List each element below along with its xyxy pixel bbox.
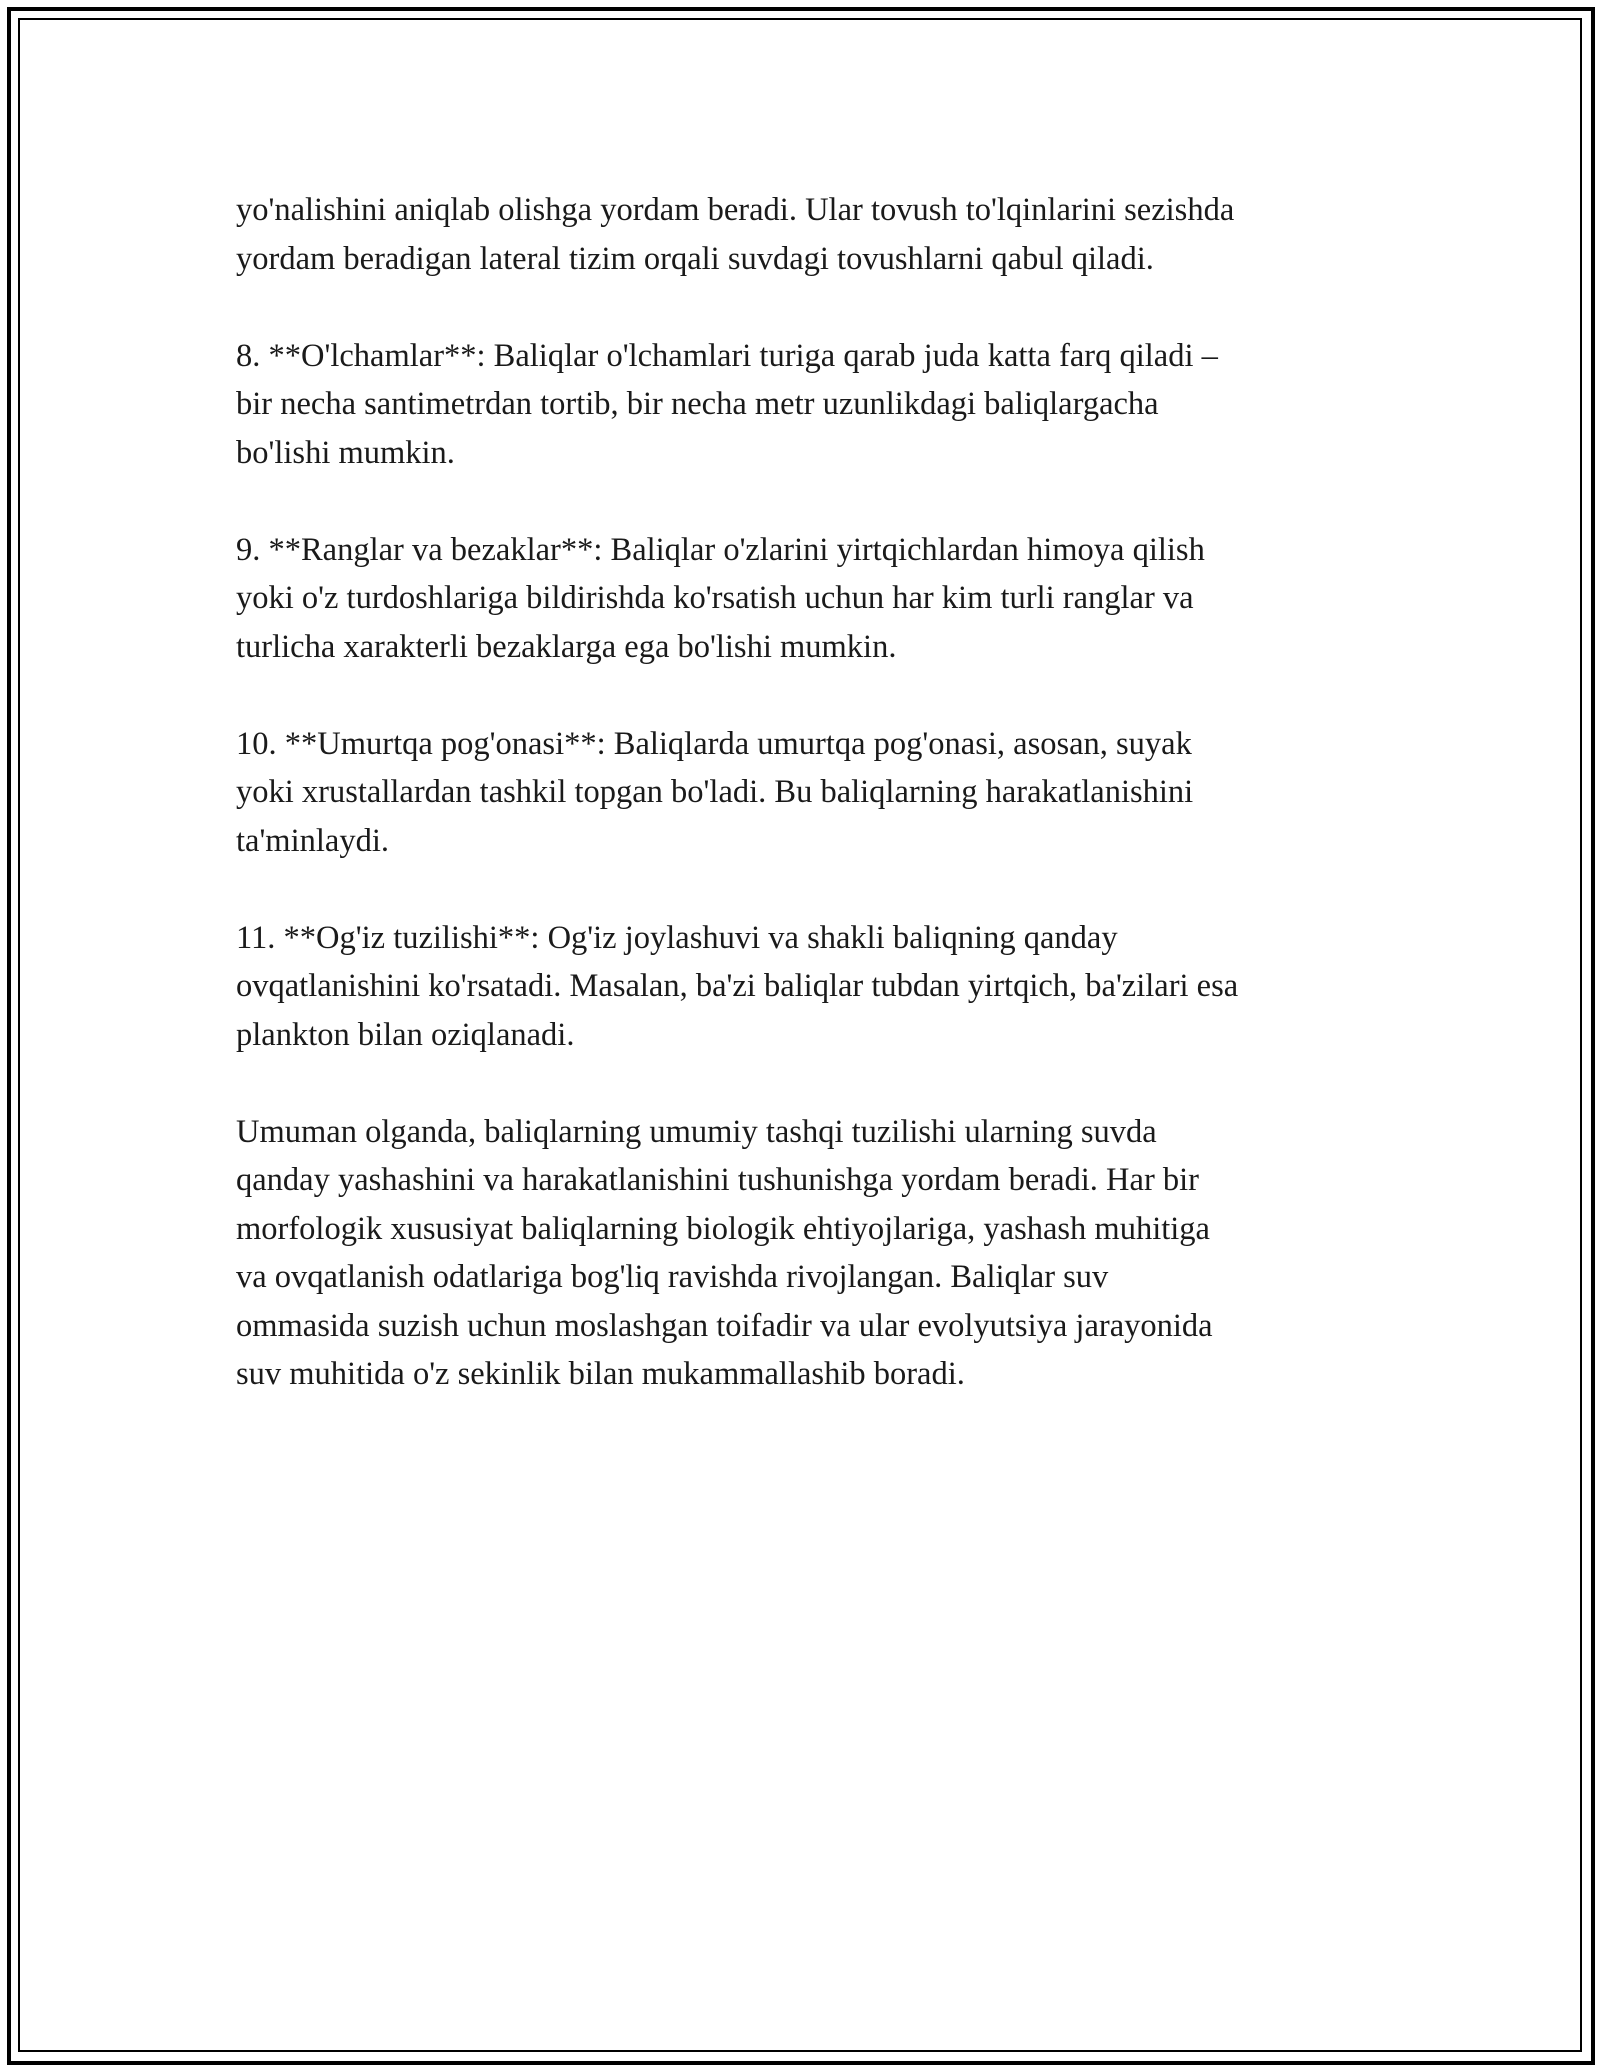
- paragraph-item-11-mouth: [236, 914, 1386, 1060]
- paragraph-conclusion: [236, 1108, 1386, 1399]
- text-line: yordam beradigan lateral tizim orqali suvdagi tovushlarni qabul qiladi.: [236, 240, 1154, 277]
- text-line: ta'minlaydi.: [236, 822, 389, 859]
- text-line: bo'lishi mumkin.: [236, 434, 455, 471]
- text-line: 9. **Ranglar va bezaklar**: Baliqlar o'zlarini yirtqichlardan himoya qilish: [236, 531, 1205, 568]
- text-line: bir necha santimetrdan tortib, bir necha metr uzunlikdagi baliqlargacha: [236, 386, 1159, 422]
- text-line: ommasida suzish uchun moslashgan toifadir va ular evolyutsiya jarayonida: [236, 1307, 1213, 1344]
- text-line: turlicha xarakterli bezaklarga ega bo'lishi mumkin.: [236, 628, 897, 665]
- text-line: yo'nalishini aniqlab olishga yordam beradi. Ular tovush to'lqinlarini sezishda: [236, 192, 1235, 228]
- text-line: 10. **Umurtqa pog'onasi**: Baliqlarda umurtqa pog'onasi, asosan, suyak: [236, 725, 1192, 762]
- text-line: plankton bilan oziqlanadi.: [236, 1016, 575, 1053]
- text-line: yoki o'z turdoshlariga bildirishda ko'rsatish uchun har kim turli ranglar va: [236, 580, 1194, 616]
- text-line: morfologik xususiyat baliqlarning biologik ehtiyojlariga, yashash muhitiga: [236, 1210, 1210, 1247]
- text-line: yoki xrustallardan tashkil topgan bo'ladi. Bu baliqlarning harakatlanishini: [236, 774, 1194, 810]
- paragraph-item-8-sizes: [236, 332, 1386, 478]
- text-line: Umuman olganda, baliqlarning umumiy tashqi tuzilishi ularning suvda: [236, 1113, 1157, 1150]
- document-body: [236, 186, 1386, 1447]
- text-line: qanday yashashini va harakatlanishini tushunishga yordam beradi. Har bir: [236, 1162, 1200, 1198]
- text-line: 8. **O'lchamlar**: Baliqlar o'lchamlari turiga qarab juda katta farq qiladi –: [236, 337, 1218, 374]
- text-line: 11. **Og'iz tuzilishi**: Og'iz joylashuvi va shakli baliqning qanday: [236, 919, 1118, 956]
- text-line: ovqatlanishini ko'rsatadi. Masalan, ba'zi baliqlar tubdan yirtqich, ba'zilari esa: [236, 968, 1239, 1004]
- paragraph-hearing-continuation: [236, 186, 1386, 283]
- text-line: va ovqatlanish odatlariga bog'liq ravishda rivojlangan. Baliqlar suv: [236, 1259, 1109, 1295]
- text-line: suv muhitida o'z sekinlik bilan mukammallashib boradi.: [236, 1356, 965, 1392]
- paragraph-item-10-spine: [236, 720, 1386, 866]
- paragraph-item-9-colors: [236, 526, 1386, 672]
